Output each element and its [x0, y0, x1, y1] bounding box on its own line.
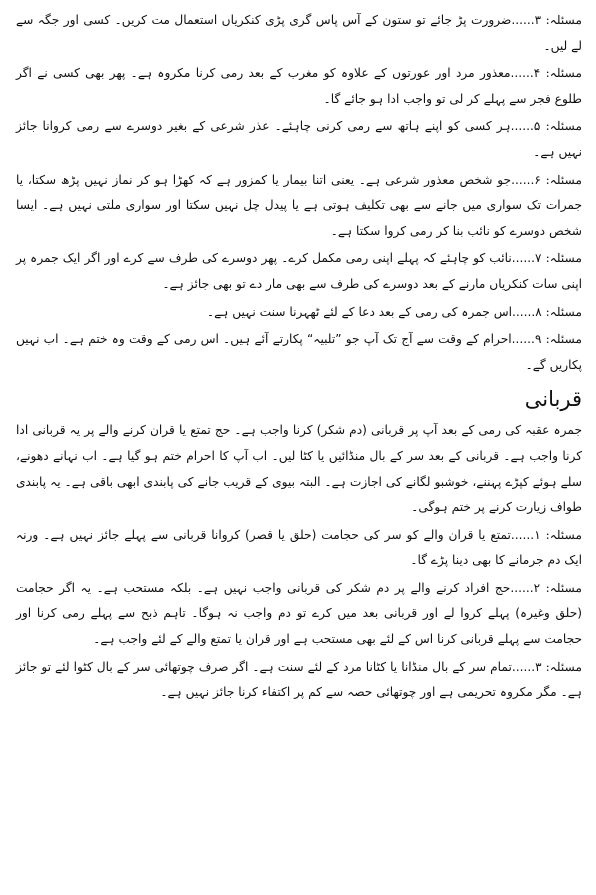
masala-9	[16, 327, 582, 378]
masala-6	[16, 168, 582, 245]
masala-label: مسئلہ: ۶	[534, 172, 582, 187]
masala-text: ......ہر کسی کو اپنے ہاتھ سے رمی کرنی چاہئے۔ عذر شرعی کے بغیر دوسرے سے رمی کروانا جائز نہیں ہے۔	[16, 119, 582, 159]
qurbani-intro-paragraph: جمرہ عقبہ کی رمی کے بعد آپ پر قربانی (دم شکر) کرنا واجب ہے۔ حج تمتع یا قران کرنے والے پر یہ قربانی ادا کرنا واجب ہے۔ قربانی کے بعد سر کے بال منڈائیں یا کٹا لیں۔ اب آپ کا احرام ختم ہو گیا ہے۔ اب نہانے دھونے، سلے ہوئے کپڑے پہننے، خوشبو لگانے کی اجازت ہے۔ البتہ بیوی کے قریب جانے کی پابندی ابھی باقی ہے۔ یہ پابندی طواف زیارت کرنے پر ختم ہوگی۔	[16, 423, 582, 515]
masala-5	[16, 114, 582, 165]
masala-text: ......اس جمرہ کی رمی کے بعد دعا کے لئے ٹھہرنا سنت نہیں ہے۔	[206, 304, 536, 319]
masala-label: مسئلہ: ۳	[535, 659, 583, 674]
masala-label: مسئلہ: ۷	[535, 251, 582, 266]
qurbani-masala-1	[16, 523, 582, 574]
masala-label: مسئلہ: ۸	[535, 304, 582, 319]
masala-text: ......نائب کو چاہئے کہ پہلے اپنی رمی مکمل کرے۔ پھر دوسرے کی طرف سے کرے اور اگر ایک جمرہ پر اپنی سات کنکریاں مارنے کے بعد دوسرے کی طرف سے بھی مار دے تو بھی جائز ہے۔	[16, 251, 582, 291]
masala-8	[16, 300, 582, 326]
masala-text: ......ضرورت پڑ جائے تو ستون کے آس پاس گری پڑی کنکریاں استعمال مت کریں۔ کسی اور جگہ سے لے لیں۔	[16, 13, 582, 53]
qurbani-masala-3	[16, 655, 582, 706]
masala-text: ......تمام سر کے بال منڈانا یا کٹانا مرد کے لئے سنت ہے۔ اگر صرف چوتھائی سر کے بال کٹوا لئے تو جائز ہے۔ مگر مکروہ تحریمی ہے اور چوتھائی حصہ سے کم پر اکتفاء کرنا جائز نہیں ہے۔	[16, 659, 582, 700]
masala-label: مسئلہ: ۹	[534, 332, 583, 347]
masala-text: ......احرام کے وقت سے آج تک آپ جو ”تلبیہ“ پکارتے آئے ہیں۔ اس رمی کے وقت وہ ختم ہے۔ اب نہیں پکاریں گے۔	[16, 332, 582, 372]
masala-label: مسئلہ: ۱	[534, 527, 583, 542]
masala-text: ......تمتع یا قران والے کو سر کی حجامت (حلق یا قصر) کروانا قربانی سے پہلے جائز نہیں ہے۔ ورنہ ایک دم جرمانے کا بھی دینا پڑے گا۔	[16, 527, 582, 568]
masala-label: مسئلہ: ۲	[533, 580, 582, 595]
masala-label: مسئلہ: ۵	[533, 119, 582, 134]
masala-7	[16, 246, 582, 297]
masala-text: ......حج افراد کرنے والے پر دم شکر کی قربانی واجب نہیں ہے۔ بلکہ مستحب ہے۔ یہ اگر حجامت (حلق وغیرہ) پہلے کروا لے اور قربانی بعد میں کرے تو دم واجب نہ ہوگا۔ تاہم ذبح سے پہلے رمی کرنا اور حجامت سے پہلے قربانی کرنا اس کے لئے بھی مستحب ہے اور قران یا تمتع والے کے لئے واجب ہے۔	[16, 580, 582, 647]
masala-text: ......جو شخص معذور شرعی ہے۔ یعنی اتنا بیمار یا کمزور ہے کہ کھڑا ہو کر نماز نہیں پڑھ سکتا، یا جمرات تک سواری میں جانے سے بھی تکلیف ہوتی ہے یا پیدل چل نہیں سکتا اور سواری ملتی نہیں ہے۔ ایسا شخص دوسرے کو نائب بنا کر رمی کروا سکتا ہے۔	[16, 172, 582, 238]
masala-text: ......معذور مرد اور عورتوں کے علاوہ کو مغرب کے بعد رمی کرنا مکروہ ہے۔ پھر بھی کسی نے اگر طلوع فجر سے پہلے کر لی تو واجب ادا ہو جائے گا۔	[16, 66, 582, 106]
masala-3	[16, 8, 582, 59]
masala-label: مسئلہ: ۴	[533, 66, 583, 81]
masala-4	[16, 61, 582, 112]
qurbani-masala-2	[16, 576, 582, 653]
masala-label: مسئلہ: ۳	[534, 13, 582, 27]
section-heading-qurbani: قربانی	[524, 387, 582, 412]
